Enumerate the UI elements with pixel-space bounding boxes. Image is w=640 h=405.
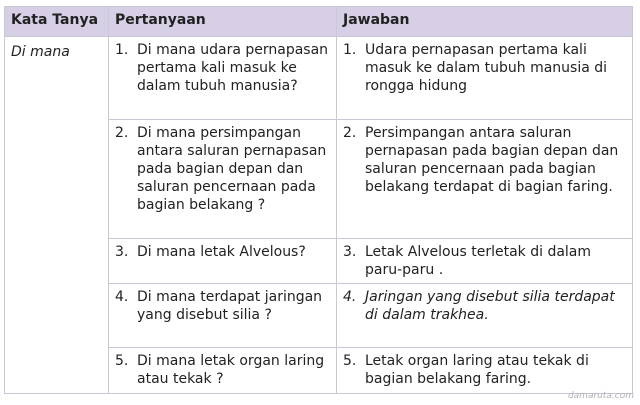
qa-table: [4, 6, 633, 394]
answer-cell: [337, 348, 633, 394]
answer-number: 4.: [343, 289, 357, 305]
question-text: Di mana letak Alvelous?: [137, 244, 306, 260]
question-text: Di mana letak organ laring atau tekak ?: [137, 353, 325, 387]
kata-tanya-cell: Di mana: [5, 37, 109, 394]
question-number: 4.: [115, 289, 129, 305]
question-number: 1.: [115, 42, 129, 58]
header-jawaban: Jawaban: [337, 7, 633, 37]
table-row: [5, 37, 633, 120]
answer-number: 5.: [343, 353, 357, 369]
answer-text: Letak organ laring atau tekak di bagian belakang faring.: [365, 353, 589, 387]
question-cell: [109, 284, 337, 348]
answer-number: 2.: [343, 125, 357, 141]
answer-cell: [337, 239, 633, 284]
answer-cell: [337, 284, 633, 348]
question-text: Di mana persimpangan antara saluran pernapasan pada bagian depan dan saluran pencernaan pada bagian belakang ?: [137, 125, 327, 213]
answer-cell: [337, 37, 633, 120]
header-row: [5, 7, 633, 37]
answer-text: Letak Alvelous terletak di dalam paru-paru .: [365, 244, 592, 278]
answer-cell: [337, 120, 633, 239]
header-pertanyaan: Pertanyaan: [109, 7, 337, 37]
answer-text: Persimpangan antara saluran pernapasan pada bagian depan dan saluran pencernaan pada bagian belakang terdapat di bagian faring.: [365, 125, 619, 195]
question-number: 5.: [115, 353, 129, 369]
header-kata-tanya: Kata Tanya: [5, 7, 109, 37]
question-cell: [109, 239, 337, 284]
watermark: damaruta.com: [567, 391, 634, 401]
question-text: Di mana terdapat jaringan yang disebut silia ?: [137, 289, 323, 323]
question-number: 3.: [115, 244, 129, 260]
question-number: 2.: [115, 125, 129, 141]
question-text: Di mana udara pernapasan pertama kali masuk ke dalam tubuh manusia?: [137, 42, 329, 94]
answer-number: 1.: [343, 42, 357, 58]
question-cell: [109, 348, 337, 394]
answer-text: Jaringan yang disebut silia terdapat di dalam trakhea.: [365, 289, 615, 323]
answer-number: 3.: [343, 244, 357, 260]
answer-text: Udara pernapasan pertama kali masuk ke dalam tubuh manusia di rongga hidung: [365, 42, 608, 94]
question-cell: [109, 120, 337, 239]
question-cell: [109, 37, 337, 120]
